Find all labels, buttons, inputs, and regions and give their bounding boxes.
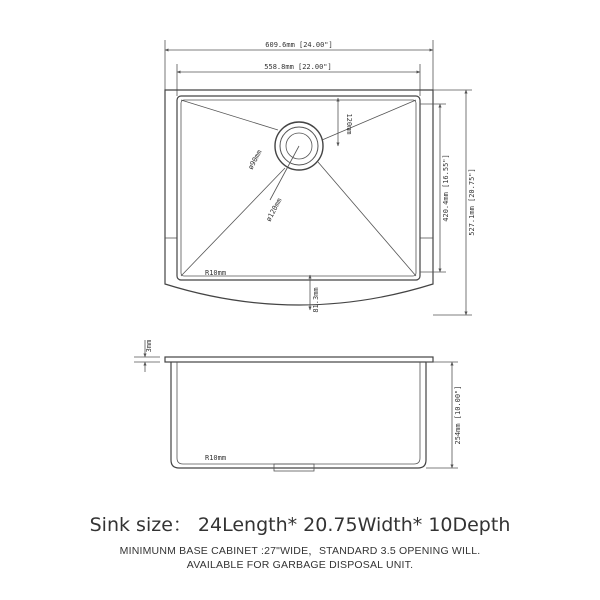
overall-width-label: 609.6mm [24.00"]	[265, 41, 333, 49]
sink-size-headline: Sink size： 24Length* 20.75Width* 10Depth	[89, 514, 511, 536]
bowl-width-label: 558.8mm [22.00"]	[264, 63, 332, 71]
bowl-length-dimension	[420, 104, 450, 272]
overall-length-dimension	[433, 90, 476, 315]
drain-icon	[270, 122, 323, 200]
section-bowl-outline	[171, 362, 426, 468]
bowl-length-label: 420.4mm [16.55"]	[442, 154, 450, 222]
bowl-width-dimension	[177, 63, 420, 96]
drain-offset-label: 120mm	[345, 113, 353, 135]
depth-dimension	[426, 362, 462, 468]
drain-inner-dia-label: ø90mm	[246, 148, 264, 171]
cabinet-note-line1: MINIMUNM BASE CABINET :27"WIDE，STANDARD 3.5 OPENING WILL.	[119, 545, 481, 557]
section-view	[134, 340, 462, 471]
plan-corner-radius-label: R10mm	[205, 269, 227, 277]
apron-depth-label: 81.3mm	[312, 287, 320, 313]
overall-length-label: 527.1mm [20.75"]	[468, 168, 476, 236]
section-corner-radius-label: R10mm	[205, 454, 227, 462]
plan-view	[165, 40, 476, 315]
drain-offset-dimension	[338, 98, 353, 146]
cabinet-note-line2: AVAILABLE FOR GARBAGE DISPOSAL UNIT.	[186, 559, 414, 571]
apron-depth-dimension	[310, 275, 320, 313]
rim-thickness-dimension	[134, 340, 160, 372]
depth-label: 254mm [10.00"]	[454, 385, 462, 445]
rim-thickness-label: 3mm	[145, 339, 153, 353]
drain-outer-dia-label: ø120mm	[264, 196, 284, 223]
